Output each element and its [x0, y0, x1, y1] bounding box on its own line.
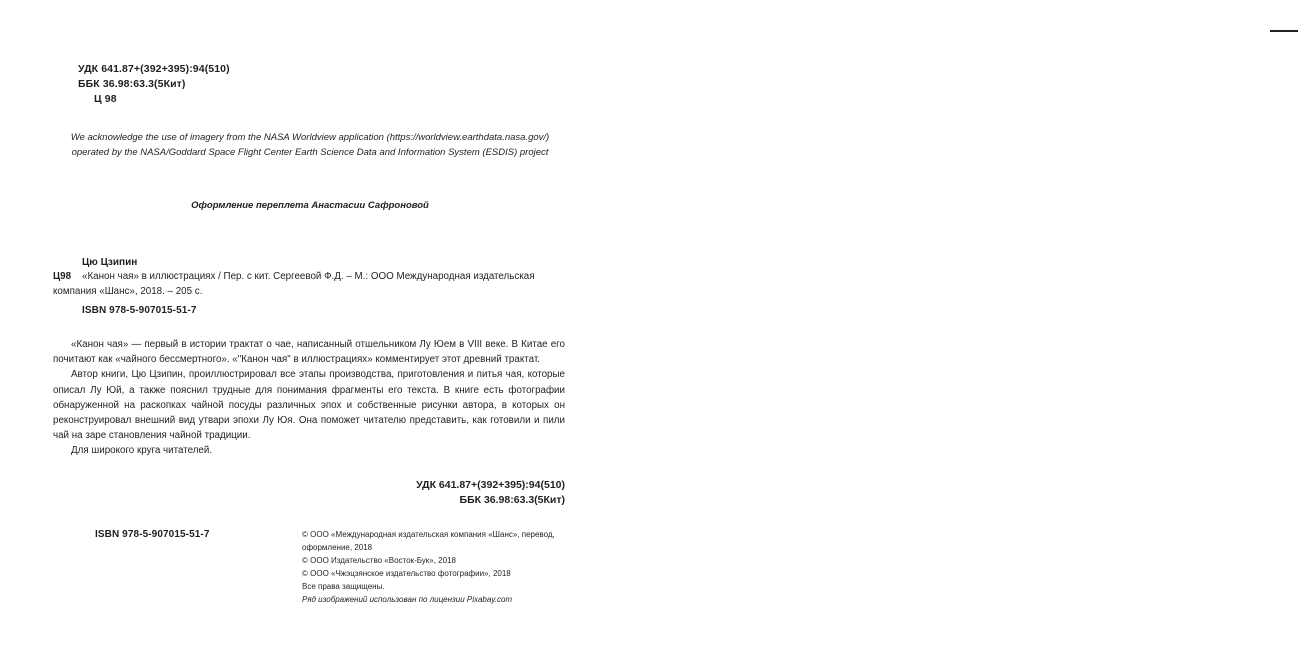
copyright-page: [0, 0, 620, 649]
author-name: Цю Цзипин: [82, 257, 138, 268]
annotation-paragraph: «Канон чая» — первый в истории трактат о чае, написанный отшельником Лу Юем в VIII веке. В Китае его почитают как «чайного бессмертного». «"Канон чая" в иллюстрациях» комментирует этот древний трактат.: [53, 339, 565, 366]
annotation-paragraph: Для широкого круга читателей.: [71, 445, 213, 457]
running-head: [1270, 24, 1298, 38]
running-head-rule: [1270, 30, 1298, 32]
udk-line: УДК 641.87+(392+395):94(510): [78, 63, 230, 75]
copyright-line: Все права защищены.: [302, 581, 385, 591]
isbn-bottom: ISBN 978-5-907015-51-7: [95, 529, 210, 540]
bbk-line: ББК 36.98:63.3(5Кит): [78, 77, 186, 90]
annotation-block: [53, 337, 565, 458]
cover-design-credit: Оформление переплета Анастасии Сафроновой: [191, 200, 429, 211]
copyright-line: © ООО Издательство «Восток-Бук», 2018: [302, 555, 456, 565]
udk-block-top: [78, 62, 230, 107]
cip-shelf-code: Ц98: [53, 271, 72, 282]
cip-text: «Канон чая» в иллюстрациях / Пер. с кит. Сергеевой Ф.Д. – М.: ООО Международная издательская компания «Шанс», 2018. – 205 с.: [53, 271, 535, 297]
udk-block-bottom: [0, 478, 565, 508]
udk-line-bottom: УДК 641.87+(392+395):94(510): [416, 479, 565, 491]
cip-record: [53, 270, 565, 300]
copyright-line: © ООО «Чжэцзянское издательство фотографии», 2018: [302, 568, 511, 578]
isbn-top: ISBN 978-5-907015-51-7: [82, 305, 197, 316]
pixabay-license-note: Ряд изображений использован по лицензии Pixabay.com: [302, 594, 513, 604]
sections-page: [620, 0, 1298, 649]
bbk-line-bottom: ББК 36.98:63.3(5Кит): [459, 494, 565, 507]
annotation-paragraph: Автор книги, Цю Цзипин, проиллюстрировал все этапы производства, приготовления и питья чая, которые описал Лу Юй, а также пояснил трудные для понимания фрагменты его текста. В книге есть фотографии обнаруженной на раскопках чайной посуды различных эпох и собственные рисунки автора, в которых он реконструировал внешний вид утвари эпохи Лу Юя. Она поможет читателю представить, как готовили и пили чай на заре становления чайной традиции.: [53, 369, 565, 442]
copyright-notices: [302, 529, 567, 607]
catalog-code: Ц 98: [94, 92, 117, 105]
nasa-acknowledgement: We acknowledge the use of imagery from the NASA Worldview application (https://worldview.earthdata.nasa.gov/) operated by the NASA/Goddard Space Flight Center Earth Science Data and Information System (ESDIS) project: [70, 132, 550, 158]
copyright-line: © ООО «Международная издательская компания «Шанс», перевод, оформление, 2018: [302, 530, 555, 552]
